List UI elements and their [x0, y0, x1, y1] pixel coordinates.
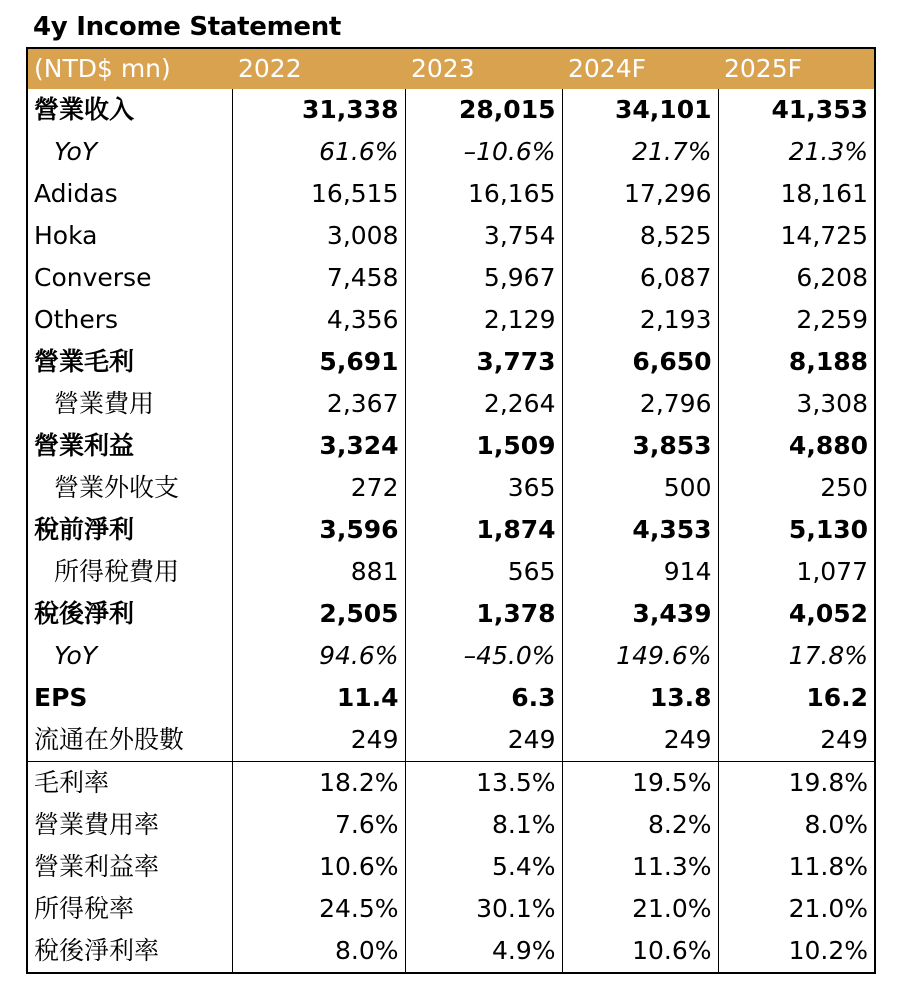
row-label: 營業利益率	[27, 846, 232, 888]
cell-value: 24.5%	[232, 888, 405, 930]
cell-value: 4,356	[232, 299, 405, 341]
cell-value: 21.0%	[788, 894, 868, 923]
unit-header: (NTD$ mn)	[34, 54, 171, 83]
cell-value: 21.0%	[562, 888, 718, 930]
cell-value: 17,296	[562, 173, 718, 215]
row-label: 稅後淨利	[27, 593, 232, 635]
table-row	[27, 635, 875, 677]
row-label: 所得稅費用	[27, 551, 232, 593]
table-row	[27, 425, 875, 467]
table-row	[27, 762, 875, 805]
table-row	[27, 719, 875, 762]
cell-value: 5,967	[405, 257, 562, 299]
cell-value: 8.1%	[405, 804, 562, 846]
cell-value: 3,308	[796, 389, 868, 418]
cell-value: 249	[232, 719, 405, 762]
row-label: 營業外收支	[27, 467, 232, 509]
table-row	[27, 383, 875, 425]
row-label: Adidas	[27, 173, 232, 215]
cell-value: 2,505	[232, 593, 405, 635]
row-label: YoY	[27, 635, 232, 677]
cell-value: 2,259	[796, 305, 868, 334]
cell-value: 2,264	[405, 383, 562, 425]
cell-value: 565	[405, 551, 562, 593]
row-label: Hoka	[27, 215, 232, 257]
cell-value: 34,101	[562, 89, 718, 131]
year-header: 2024F	[568, 54, 647, 83]
cell-value: 2,367	[232, 383, 405, 425]
cell-value: 18,161	[780, 179, 868, 208]
cell-value: 249	[562, 719, 718, 762]
table-row	[27, 804, 875, 846]
cell-value: 10.2%	[788, 936, 868, 965]
cell-value: 4.9%	[405, 930, 562, 973]
cell-value: –10.6%	[405, 131, 562, 173]
cell-value: 21.7%	[562, 131, 718, 173]
cell-value: 11.3%	[562, 846, 718, 888]
cell-value: 16,515	[232, 173, 405, 215]
row-label: 營業費用率	[27, 804, 232, 846]
cell-value: 11.8%	[788, 852, 868, 881]
row-label: 稅後淨利率	[27, 930, 232, 973]
table-row	[27, 846, 875, 888]
table-row	[27, 467, 875, 509]
cell-value: 1,874	[405, 509, 562, 551]
cell-value: 5,691	[232, 341, 405, 383]
cell-value: 1,509	[405, 425, 562, 467]
cell-value: 28,015	[405, 89, 562, 131]
row-label: YoY	[27, 131, 232, 173]
cell-value: 3,008	[232, 215, 405, 257]
cell-value: 500	[562, 467, 718, 509]
row-label: 營業費用	[27, 383, 232, 425]
cell-value: 19.5%	[562, 762, 718, 805]
table-row	[27, 888, 875, 930]
cell-value: 10.6%	[232, 846, 405, 888]
cell-value: 61.6%	[232, 131, 405, 173]
cell-value: 4,052	[788, 599, 868, 628]
cell-value: 6,650	[562, 341, 718, 383]
cell-value: 18.2%	[232, 762, 405, 805]
cell-value: 16,165	[405, 173, 562, 215]
cell-value: 31,338	[232, 89, 405, 131]
cell-value: 4,353	[562, 509, 718, 551]
cell-value: 3,439	[562, 593, 718, 635]
row-label: Converse	[27, 257, 232, 299]
cell-value: 17.8%	[788, 641, 868, 670]
cell-value: 7,458	[232, 257, 405, 299]
cell-value: 8.0%	[804, 810, 868, 839]
cell-value: 41,353	[771, 95, 868, 124]
cell-value: 13.8	[562, 677, 718, 719]
year-header: 2022	[238, 54, 302, 83]
cell-value: 30.1%	[405, 888, 562, 930]
cell-value: 1,378	[405, 593, 562, 635]
cell-value: 14,725	[780, 221, 868, 250]
cell-value: 881	[232, 551, 405, 593]
cell-value: 365	[405, 467, 562, 509]
table-body	[27, 89, 875, 973]
cell-value: 94.6%	[232, 635, 405, 677]
cell-value: 149.6%	[562, 635, 718, 677]
cell-value: 250	[820, 473, 868, 502]
year-header: 2023	[411, 54, 475, 83]
table-row	[27, 131, 875, 173]
cell-value: 2,193	[562, 299, 718, 341]
cell-value: 19.8%	[718, 762, 875, 805]
cell-value: 914	[562, 551, 718, 593]
table-row	[27, 509, 875, 551]
cell-value: 2,129	[405, 299, 562, 341]
cell-value: 249	[405, 719, 562, 762]
row-label: 毛利率	[27, 762, 232, 805]
row-label: 營業毛利	[27, 341, 232, 383]
table-row	[27, 677, 875, 719]
cell-value: 8,188	[788, 347, 868, 376]
cell-value: 3,324	[232, 425, 405, 467]
cell-value: 6,087	[562, 257, 718, 299]
table-row	[27, 930, 875, 973]
row-label: EPS	[27, 677, 232, 719]
cell-value: –45.0%	[405, 635, 562, 677]
row-label: Others	[27, 299, 232, 341]
cell-value: 3,596	[232, 509, 405, 551]
cell-value: 16.2	[806, 683, 868, 712]
row-label: 稅前淨利	[27, 509, 232, 551]
cell-value: 249	[820, 725, 868, 754]
cell-value: 8.2%	[562, 804, 718, 846]
table-row	[27, 551, 875, 593]
table-row	[27, 215, 875, 257]
table-row	[27, 593, 875, 635]
table-row	[27, 257, 875, 299]
table-row	[27, 89, 875, 131]
row-label: 所得稅率	[27, 888, 232, 930]
cell-value: 272	[232, 467, 405, 509]
year-header: 2025F	[724, 54, 803, 83]
cell-value: 6.3	[405, 677, 562, 719]
cell-value: 7.6%	[232, 804, 405, 846]
cell-value: 11.4	[232, 677, 405, 719]
cell-value: 13.5%	[405, 762, 562, 805]
page-title: 4y Income Statement	[33, 12, 342, 42]
header-row	[27, 48, 875, 89]
cell-value: 3,853	[562, 425, 718, 467]
cell-value: 5.4%	[405, 846, 562, 888]
cell-value: 3,773	[405, 341, 562, 383]
cell-value: 5,130	[788, 515, 868, 544]
cell-value: 8.0%	[232, 930, 405, 973]
table-row	[27, 341, 875, 383]
cell-value: 3,754	[405, 215, 562, 257]
row-label: 營業收入	[27, 89, 232, 131]
table-row	[27, 299, 875, 341]
cell-value: 8,525	[562, 215, 718, 257]
cell-value: 6,208	[796, 263, 868, 292]
cell-value: 21.3%	[788, 137, 868, 166]
cell-value: 10.6%	[562, 930, 718, 973]
cell-value: 4,880	[788, 431, 868, 460]
row-label: 營業利益	[27, 425, 232, 467]
table-row	[27, 173, 875, 215]
cell-value: 1,077	[796, 557, 868, 586]
income-statement-table	[26, 47, 876, 974]
cell-value: 2,796	[562, 383, 718, 425]
row-label: 流通在外股數	[27, 719, 232, 762]
